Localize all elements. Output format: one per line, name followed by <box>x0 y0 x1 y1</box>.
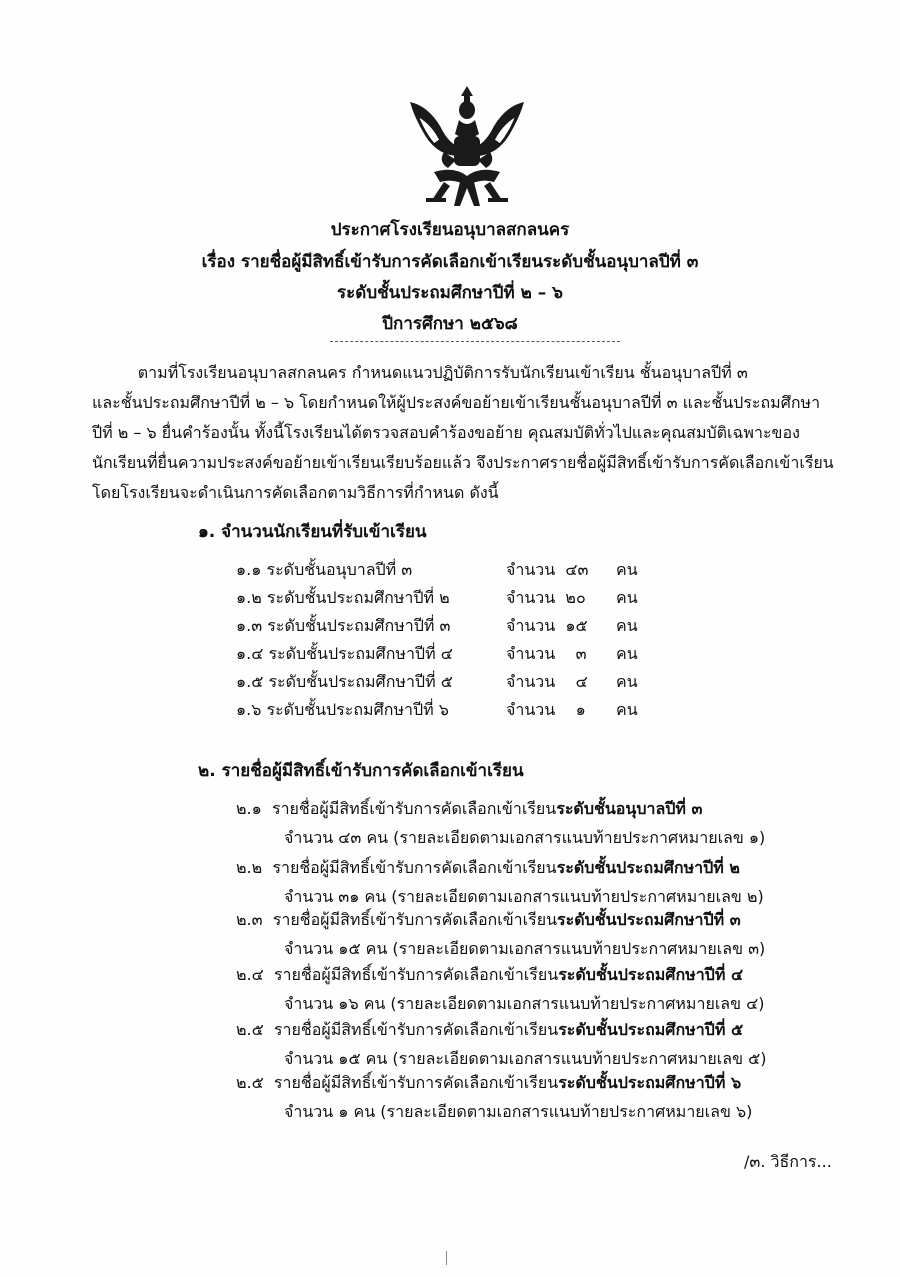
item-text: รายชื่อผู้มีสิทธิ์เข้ารับการคัดเลือกเข้าเรียน <box>273 1073 559 1092</box>
scan-mark <box>446 1251 447 1265</box>
candidate-list-item <box>236 1018 743 1043</box>
quota-unit: คน <box>616 700 638 719</box>
candidate-list-item <box>236 1071 741 1096</box>
intro-line: ปีที่ ๒ – ๖ ยื่นคำร้องนั้น ทั้งนี้โรงเรียนได้ตรวจสอบคำร้องขอย้าย คุณสมบัติทั่วไปและคุณสมบัติเฉพาะของ <box>92 423 800 442</box>
garuda-emblem-icon <box>404 82 530 210</box>
header-divider <box>330 341 620 342</box>
quota-count: จำนวน ๓ <box>506 644 587 663</box>
quota-row <box>236 642 638 667</box>
announcement-subject: เรื่อง รายชื่อผู้มีสิทธิ์เข้ารับการคัดเลือกเข้าเรียนระดับชั้นอนุบาลปีที่ ๓ <box>201 252 699 272</box>
item-text: รายชื่อผู้มีสิทธิ์เข้ารับการคัดเลือกเข้าเรียน <box>272 858 557 877</box>
quota-level: ๑.๔ ระดับชั้นประถมศึกษาปีที่ ๔ <box>236 644 453 663</box>
quota-row <box>236 670 638 695</box>
item-level: ระดับชั้นประถมศึกษาปีที่ ๓ <box>557 910 741 929</box>
announcement-title: ประกาศโรงเรียนอนุบาลสกลนคร <box>330 220 570 240</box>
item-detail: จำนวน ๑๖ คน (รายละเอียดตามเอกสารแนบท้ายประกาศหมายเลข ๔) <box>284 994 765 1013</box>
quota-unit: คน <box>616 560 638 579</box>
item-level: ระดับชั้นอนุบาลปีที่ ๓ <box>556 799 703 818</box>
candidate-list-item <box>236 856 740 881</box>
candidate-list-item <box>236 797 702 822</box>
item-detail: จำนวน ๑๕ คน (รายละเอียดตามเอกสารแนบท้ายประกาศหมายเลข ๓) <box>284 939 766 958</box>
item-number: ๒.๕ <box>236 1020 264 1039</box>
item-text: รายชื่อผู้มีสิทธิ์เข้ารับการคัดเลือกเข้าเรียน <box>273 1020 559 1039</box>
announcement-levels: ระดับชั้นประถมศึกษาปีที่ ๒ – ๖ <box>337 283 563 303</box>
item-number: ๒.๔ <box>236 965 264 984</box>
item-detail: จำนวน ๓๑ คน (รายละเอียดตามเอกสารแนบท้ายประกาศหมายเลข ๒) <box>284 887 764 906</box>
item-number: ๒.๒ <box>236 858 263 877</box>
quota-count: จำนวน ๔ <box>506 672 588 691</box>
item-text: รายชื่อผู้มีสิทธิ์เข้ารับการคัดเลือกเข้าเรียน <box>271 799 557 818</box>
quota-count: จำนวน ๑๕ <box>506 616 588 635</box>
quota-unit: คน <box>616 672 638 691</box>
item-number: ๒.๓ <box>236 910 263 929</box>
quota-level: ๑.๓ ระดับชั้นประถมศึกษาปีที่ ๓ <box>236 616 451 635</box>
quota-level: ๑.๒ ระดับชั้นประถมศึกษาปีที่ ๒ <box>236 588 450 607</box>
academic-year: ปีการศึกษา ๒๕๖๘ <box>382 314 518 334</box>
quota-row <box>236 558 638 583</box>
item-detail: จำนวน ๑๕ คน (รายละเอียดตามเอกสารแนบท้ายประกาศหมายเลข ๕) <box>284 1049 767 1068</box>
section2-heading: ๒. รายชื่อผู้มีสิทธิ์เข้ารับการคัดเลือกเข้าเรียน <box>198 761 524 781</box>
item-detail: จำนวน ๔๓ คน (รายละเอียดตามเอกสารแนบท้ายประกาศหมายเลข ๑) <box>284 828 766 847</box>
intro-line: ตามที่โรงเรียนอนุบาลสกลนคร กำหนดแนวปฏิบัติการรับนักเรียนเข้าเรียน ชั้นอนุบาลปีที่ ๓ <box>92 363 748 382</box>
candidate-list-item <box>236 963 743 988</box>
quota-level: ๑.๖ ระดับชั้นประถมศึกษาปีที่ ๖ <box>236 700 449 719</box>
intro-line: โดยโรงเรียนจะดำเนินการคัดเลือกตามวิธีการที่กำหนด ดังนี้ <box>92 483 499 502</box>
item-level: ระดับชั้นประถมศึกษาปีที่ ๖ <box>558 1073 742 1092</box>
intro-line: และชั้นประถมศึกษาปีที่ ๒ – ๖ โดยกำหนดให้ผู้ประสงค์ขอย้ายเข้าเรียนชั้นอนุบาลปีที่ ๓ และชั้นประถมศึกษา <box>92 393 821 412</box>
item-level: ระดับชั้นประถมศึกษาปีที่ ๒ <box>556 858 740 877</box>
quota-unit: คน <box>616 616 638 635</box>
item-level: ระดับชั้นประถมศึกษาปีที่ ๔ <box>558 965 744 984</box>
item-number: ๒.๑ <box>236 799 262 818</box>
intro-paragraph <box>92 358 834 508</box>
quota-count: จำนวน ๒๐ <box>506 588 586 607</box>
quota-row <box>236 614 638 639</box>
quota-unit: คน <box>616 588 638 607</box>
quota-count: จำนวน ๔๓ <box>506 560 589 579</box>
item-text: รายชื่อผู้มีสิทธิ์เข้ารับการคัดเลือกเข้าเรียน <box>273 965 559 984</box>
quota-count: จำนวน ๑ <box>506 700 586 719</box>
item-number: ๒.๕ <box>236 1073 264 1092</box>
quota-row <box>236 698 638 723</box>
candidate-list-item <box>236 908 741 933</box>
item-text: รายชื่อผู้มีสิทธิ์เข้ารับการคัดเลือกเข้าเรียน <box>272 910 558 929</box>
continued-marker: /๓. วิธีการ... <box>744 1152 832 1171</box>
section1-heading: ๑. จำนวนนักเรียนที่รับเข้าเรียน <box>198 522 427 542</box>
quota-row <box>236 586 638 611</box>
quota-level: ๑.๕ ระดับชั้นประถมศึกษาปีที่ ๕ <box>236 672 453 691</box>
item-detail: จำนวน ๑ คน (รายละเอียดตามเอกสารแนบท้ายประกาศหมายเลข ๖) <box>284 1102 753 1121</box>
quota-level: ๑.๑ ระดับชั้นอนุบาลปีที่ ๓ <box>236 560 413 579</box>
item-level: ระดับชั้นประถมศึกษาปีที่ ๕ <box>558 1020 744 1039</box>
intro-line: นักเรียนที่ยื่นความประสงค์ขอย้ายเข้าเรียนเรียบร้อยแล้ว จึงประกาศรายชื่อผู้มีสิทธิ์เข้ารับการคัดเลือกเข้าเรียน <box>92 453 834 472</box>
quota-unit: คน <box>616 644 638 663</box>
